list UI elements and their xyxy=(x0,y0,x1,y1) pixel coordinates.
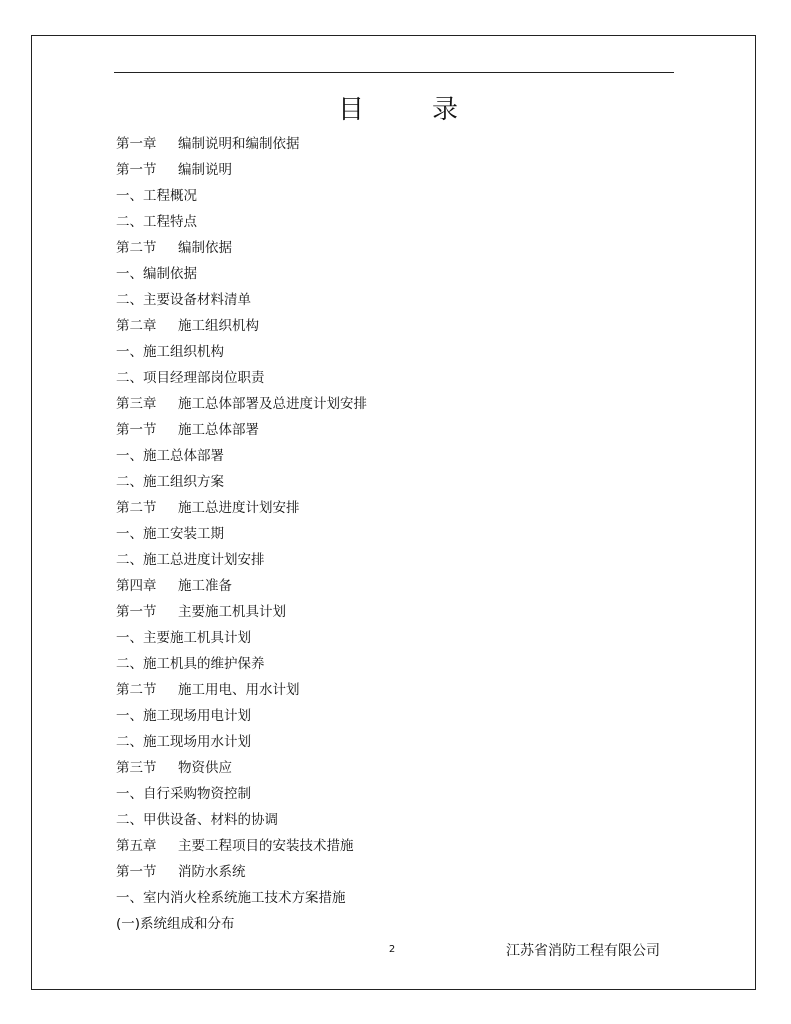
toc-item-text: 主要工程项目的安装技术措施 xyxy=(178,838,354,854)
toc-item-prefix: (一) xyxy=(116,916,141,932)
toc-item xyxy=(116,625,676,651)
toc-item xyxy=(116,573,676,599)
toc-item-prefix: 第四章 xyxy=(116,578,157,594)
toc-item-text: 消防水系统 xyxy=(178,864,246,880)
toc-item-prefix: 一、 xyxy=(116,890,143,906)
toc-item-text: 甲供设备、材料的协调 xyxy=(143,812,278,828)
toc-item xyxy=(116,287,676,313)
toc-item-text: 室内消火栓系统施工技术方案措施 xyxy=(143,890,346,906)
toc-item-text: 编制依据 xyxy=(178,240,232,256)
table-of-contents xyxy=(116,131,676,937)
toc-item-text: 施工现场用电计划 xyxy=(143,708,251,724)
toc-item xyxy=(116,807,676,833)
toc-item-prefix: 第二章 xyxy=(116,318,157,334)
toc-item-text: 施工总体部署及总进度计划安排 xyxy=(178,396,367,412)
toc-item-text: 施工组织机构 xyxy=(143,344,224,360)
toc-item xyxy=(116,339,676,365)
toc-item xyxy=(116,833,676,859)
toc-item xyxy=(116,859,676,885)
company-name: 江苏省消防工程有限公司 xyxy=(506,943,660,959)
toc-item xyxy=(116,521,676,547)
toc-item-prefix: 二、 xyxy=(116,812,143,828)
toc-item xyxy=(116,885,676,911)
toc-item-text: 施工总体部署 xyxy=(178,422,259,438)
toc-item-text: 编制说明 xyxy=(178,162,232,178)
toc-item-text: 施工用电、用水计划 xyxy=(178,682,300,698)
toc-item-prefix: 一、 xyxy=(116,786,143,802)
toc-item-text: 编制说明和编制依据 xyxy=(178,136,300,152)
toc-item xyxy=(116,209,676,235)
toc-item xyxy=(116,729,676,755)
toc-item-prefix: 第一节 xyxy=(116,864,157,880)
toc-item-prefix: 第一节 xyxy=(116,162,157,178)
toc-item xyxy=(116,651,676,677)
toc-item-text: 施工总体部署 xyxy=(143,448,224,464)
toc-item xyxy=(116,365,676,391)
toc-item xyxy=(116,781,676,807)
toc-item-prefix: 第一节 xyxy=(116,422,157,438)
toc-item-text: 施工组织机构 xyxy=(178,318,259,334)
toc-item xyxy=(116,235,676,261)
toc-item-text: 物资供应 xyxy=(178,760,232,776)
toc-item-prefix: 二、 xyxy=(116,552,143,568)
toc-item-prefix: 一、 xyxy=(116,344,143,360)
toc-item-text: 项目经理部岗位职责 xyxy=(143,370,265,386)
toc-item xyxy=(116,261,676,287)
toc-item-prefix: 一、 xyxy=(116,266,143,282)
toc-item-prefix: 第二节 xyxy=(116,500,157,516)
toc-item xyxy=(116,469,676,495)
toc-item-prefix: 一、 xyxy=(116,188,143,204)
toc-item-prefix: 第三章 xyxy=(116,396,157,412)
toc-item xyxy=(116,391,676,417)
toc-item-prefix: 第三节 xyxy=(116,760,157,776)
toc-item-text: 主要施工机具计划 xyxy=(143,630,251,646)
toc-item xyxy=(116,703,676,729)
toc-item-prefix: 二、 xyxy=(116,214,143,230)
toc-item-text: 编制依据 xyxy=(143,266,197,282)
toc-item-prefix: 一、 xyxy=(116,708,143,724)
toc-item xyxy=(116,313,676,339)
toc-item xyxy=(116,495,676,521)
toc-item-text: 主要设备材料清单 xyxy=(143,292,251,308)
toc-item-prefix: 二、 xyxy=(116,474,143,490)
page-title xyxy=(338,92,458,128)
toc-item-text: 施工总进度计划安排 xyxy=(178,500,300,516)
toc-item-prefix: 第一章 xyxy=(116,136,157,152)
toc-item-text: 工程概况 xyxy=(143,188,197,204)
toc-item-prefix: 第五章 xyxy=(116,838,157,854)
page-title-char-1: 目 xyxy=(338,95,365,125)
toc-item-text: 施工机具的维护保养 xyxy=(143,656,265,672)
toc-item xyxy=(116,183,676,209)
toc-item xyxy=(116,547,676,573)
toc-item-prefix: 二、 xyxy=(116,292,143,308)
toc-item-prefix: 二、 xyxy=(116,734,143,750)
toc-item xyxy=(116,755,676,781)
toc-item-prefix: 一、 xyxy=(116,526,143,542)
page-title-char-2: 录 xyxy=(431,95,458,125)
toc-item-text: 施工安装工期 xyxy=(143,526,224,542)
toc-item-prefix: 二、 xyxy=(116,656,143,672)
toc-item-text: 施工总进度计划安排 xyxy=(143,552,265,568)
toc-item-prefix: 一、 xyxy=(116,630,143,646)
toc-item-prefix: 第二节 xyxy=(116,240,157,256)
toc-item-prefix: 一、 xyxy=(116,448,143,464)
toc-item-text: 系统组成和分布 xyxy=(140,916,235,932)
toc-item-prefix: 第一节 xyxy=(116,604,157,620)
page-number: 2 xyxy=(388,944,396,955)
toc-item-prefix: 第二节 xyxy=(116,682,157,698)
toc-item xyxy=(116,417,676,443)
toc-item xyxy=(116,911,676,937)
toc-item xyxy=(116,443,676,469)
toc-item-text: 施工准备 xyxy=(178,578,232,594)
toc-item-text: 工程特点 xyxy=(143,214,197,230)
toc-item-text: 施工组织方案 xyxy=(143,474,224,490)
toc-item xyxy=(116,599,676,625)
toc-item-text: 主要施工机具计划 xyxy=(178,604,286,620)
toc-item-text: 施工现场用水计划 xyxy=(143,734,251,750)
toc-item xyxy=(116,157,676,183)
toc-item-prefix: 二、 xyxy=(116,370,143,386)
toc-item-text: 自行采购物资控制 xyxy=(143,786,251,802)
toc-item xyxy=(116,677,676,703)
header-rule xyxy=(114,72,674,73)
toc-item xyxy=(116,131,676,157)
